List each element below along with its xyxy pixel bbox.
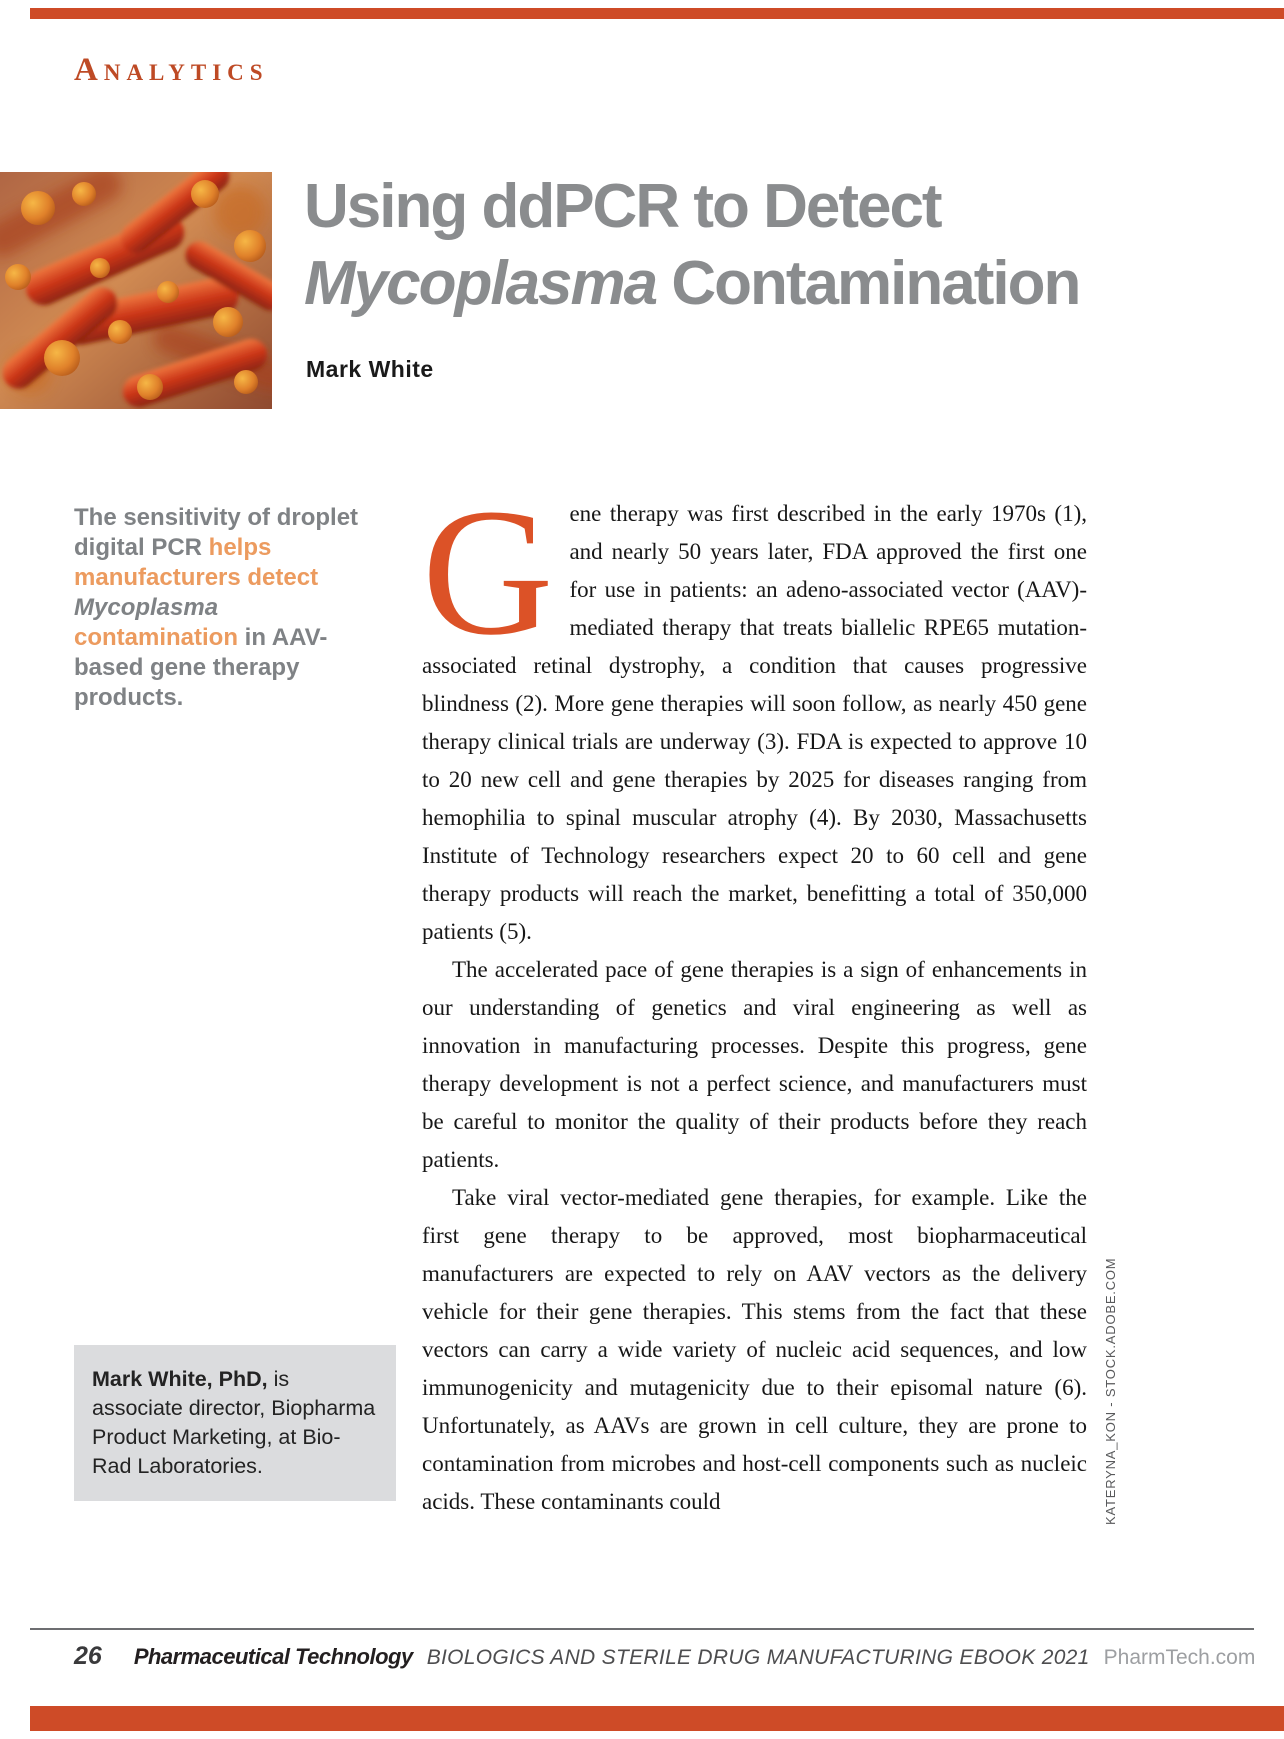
- deck-orange-1: helps manufacturers detect: [74, 534, 319, 591]
- standout-deck: [74, 503, 376, 713]
- page-title-line2-rest: Contamination: [656, 249, 1080, 318]
- article-paragraph-1: [422, 472, 1087, 951]
- drop-cap: G: [422, 472, 554, 673]
- article-paragraph-2: The accelerated pace of gene therapies is a sign of enhancements in our understanding of genetics and viral engineering as well as innovation in manufacturing processes. Despite this progress, gene therapy development is not a perfect science, and manufacturers must be careful to monitor the quality of their products before they reach patients.: [422, 957, 1087, 1172]
- top-accent-bar: [30, 8, 1284, 19]
- section-label-analytics: Analytics: [74, 52, 269, 88]
- article-paragraph-3: Take viral vector-mediated gene therapies, for example. Like the first gene therapy to be approved, most biopharmaceutical manufacturers are expected to rely on AAV vectors as the delivery vehicle for their gene therapies. This stems from the fact that these vectors can carry a wide variety of nucleic acid sequences, and low immunogenicity and mutagenicity due to their episomal nature (6). Unfortunately, as AAVs are grown in cell culture, they are prone to contamination from microbes and host-cell components such as nucleic acids. These contaminants could: [422, 1185, 1087, 1514]
- ebook-title: BIOLOGICS AND STERILE DRUG MANUFACTURING EBOOK 2021: [426, 1646, 1090, 1669]
- author-bio-rest: is associate director, Biopharma Product Marketing, at Bio-Rad Laboratories.: [92, 1367, 376, 1478]
- article-body: [422, 472, 1087, 1521]
- photo-credit-vertical: KATERYNA_KON - STOCK.ADOBE.COM: [1103, 1257, 1118, 1525]
- deck-orange-2: contamination: [74, 624, 239, 651]
- page-title-line2: [304, 245, 1104, 322]
- deck-italic-word: Mycoplasma: [74, 594, 219, 621]
- page-title-line1: Using ddPCR to Detect: [304, 172, 941, 241]
- bottom-accent-bar: [30, 1706, 1284, 1731]
- page-title-italic-word: Mycoplasma: [304, 249, 657, 318]
- author-bio-name: Mark White, PhD,: [92, 1367, 268, 1391]
- magazine-title: Pharmaceutical Technology: [133, 1644, 413, 1669]
- deck-gray-1: The sensitivity of droplet digital PCR: [74, 504, 359, 561]
- footer-rule: [30, 1628, 1254, 1630]
- page-number: 26: [74, 1642, 102, 1670]
- bacteria-illustration-svg: [0, 172, 272, 409]
- paragraph-1-text: ene therapy was first described in the early 1970s (1), and nearly 50 years later, FDA approved the first one for use in patients: an adeno-associated vector (AAV)-mediated therapy that treats biallelic RPE65 mutation-associated retinal dystrophy, a condition that causes progressive blindness (2). More gene therapies will soon follow, as nearly 450 gene therapy clinical trials are underway (3). FDA is expected to approve 10 to 20 new cell and gene therapies by 2025 for diseases ranging from hemophilia to spinal muscular atrophy (4). By 2030, Massachusetts Institute of Technology researchers expect 20 to 60 cell and gene therapy products will reach the market, benefitting a total of 350,000 patients (5).: [422, 501, 1087, 944]
- deck-gray-2: in AAV-based gene therapy products.: [74, 624, 328, 711]
- pharmtech-site-link[interactable]: PharmTech.com: [1103, 1646, 1256, 1669]
- hero-image-bacteria-illustration: [0, 172, 272, 409]
- footer: [74, 1642, 1256, 1671]
- page-title: [304, 168, 1104, 322]
- author-bio-box: [74, 1345, 396, 1501]
- author-byline: Mark White: [306, 356, 434, 382]
